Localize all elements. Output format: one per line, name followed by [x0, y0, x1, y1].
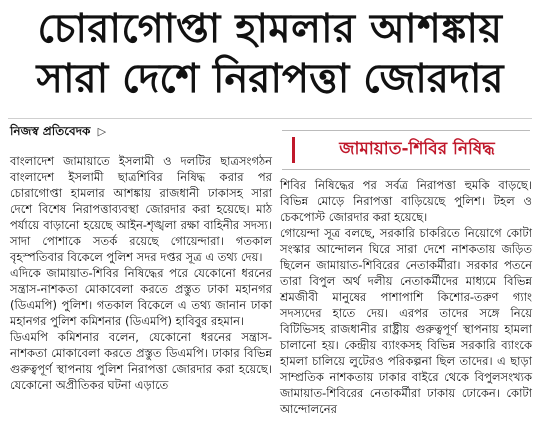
byline-text: নিজস্ব প্রতিবেদক: [10, 124, 91, 138]
sidebar-heading-box: [282, 130, 530, 170]
byline: [10, 123, 106, 143]
article-paragraph-4: শিবির নিষিদ্ধের পর সর্বত্র নিরাপত্তা হুমকি বাড়ছে। বিভিন্ন মোড়ে নিরাপত্তা বাড়িয়েছে পুলিশ। টহল ও চেকপোস্ট জোরদার করা হয়েছে।: [280, 178, 532, 224]
article-paragraph-2: এদিকে জামায়াত-শিবির নিষিদ্ধের পরে যেকোনো ধরনের সন্ত্রাস-নাশকতা মোকাবেলা করতে প্রস্তুত ঢাকা মহানগর (ডিএমপি) পুলিশ। গতকাল বিকেলে এ তথ্য জানান ঢাকা মহানগর পুলিশ কমিশনার (ডিএমপি) হাবিবুর রহমান।: [10, 266, 272, 328]
sidebar-heading: জামায়াত-শিবির নিষিদ্ধ: [339, 139, 495, 159]
headline: [0, 6, 540, 102]
right-column: [280, 177, 532, 417]
article-paragraph-1: বাংলাদেশ জামায়াতে ইসলামী ও দলটির ছাত্রসংগঠন বাংলাদেশ ইসলামী ছাত্রশিবির নিষিদ্ধ করার পর চোরাগোপ্তা হামলার আশঙ্কায় রাজধানী ঢাকাসহ সারা দেশে বিশেষ নিরাপত্তাব্যবস্থা জোরদার করা হয়েছে। মাঠ পর্যায়ে বাড়ানো হয়েছে আইন-শৃঙ্খলা রক্ষা বাহিনীর সদস্য। সাদা পোশাকে সতর্ক রয়েছে গোয়েন্দারা। গতকাল বৃহস্পতিবার বিকেলে পুলিশ সদর দপ্তর সূত্র এ তথ্য দেয়।: [10, 154, 272, 264]
accent-bar: [292, 137, 295, 163]
headline-line-1: চোরাগোপ্তা হামলার আশঙ্কায়: [37, 6, 503, 52]
headline-divider: [8, 118, 532, 119]
article-paragraph-5: গোয়েন্দা সূত্র বলছে, সরকারি চাকরিতে নিয়োগে কোটা সংস্কার আন্দোলন ঘিরে সারা দেশে নাশকতায় জড়িত ছিলেন জামায়াত-শিবিরের নেতাকর্মীরা। সরকার পতনে তারা বিপুল অর্থ দলীয় নেতাকর্মীদের মাধ্যমে বিভিন্ন শ্রমজীবী মানুষের পাশাপাশি কিশোর-তরুণ গ্যাং সদস্যদের হাতে দেয়। এরপর তাদের সঙ্গে নিয়ে বিটিভিসহ রাজধানীর রাষ্ট্রীয় গুরুত্বপূর্ণ স্থাপনায় হামলা চালানো হয়। কেন্দ্রীয় ব্যাংকসহ বিভিন্ন সরকারি ব্যাংকে হামলা চালিয়ে লুটেরও পরিকল্পনা ছিল তাদের। এ ছাড়া সাম্প্রতিক নাশকতায় ঢাকার বাইরে থেকে বিপুলসংখ্যক জামায়াত-শিবিরের নেতাকর্মীরা ঢাকায় ঢোকেন। কোটা আন্দোলনের: [280, 226, 532, 416]
left-column: [10, 153, 272, 393]
play-arrow-icon: ▷: [97, 125, 107, 138]
headline-line-2: সারা দেশে নিরাপত্তা জোরদার: [36, 56, 504, 102]
article-paragraph-3: ডিএমপি কমিশনার বলেন, যেকোনো ধরনের সন্ত্রাস-নাশকতা মোকাবেলা করতে প্রস্তুত ডিএমপি। ঢাকার বিভিন্ন গুরুত্বপূর্ণ স্থাপনায় পুলিশ নিরাপত্তা জোরদার করা হয়েছে। যেকোনো অপ্রীতিকর ঘটনা এড়াতে: [10, 330, 272, 392]
